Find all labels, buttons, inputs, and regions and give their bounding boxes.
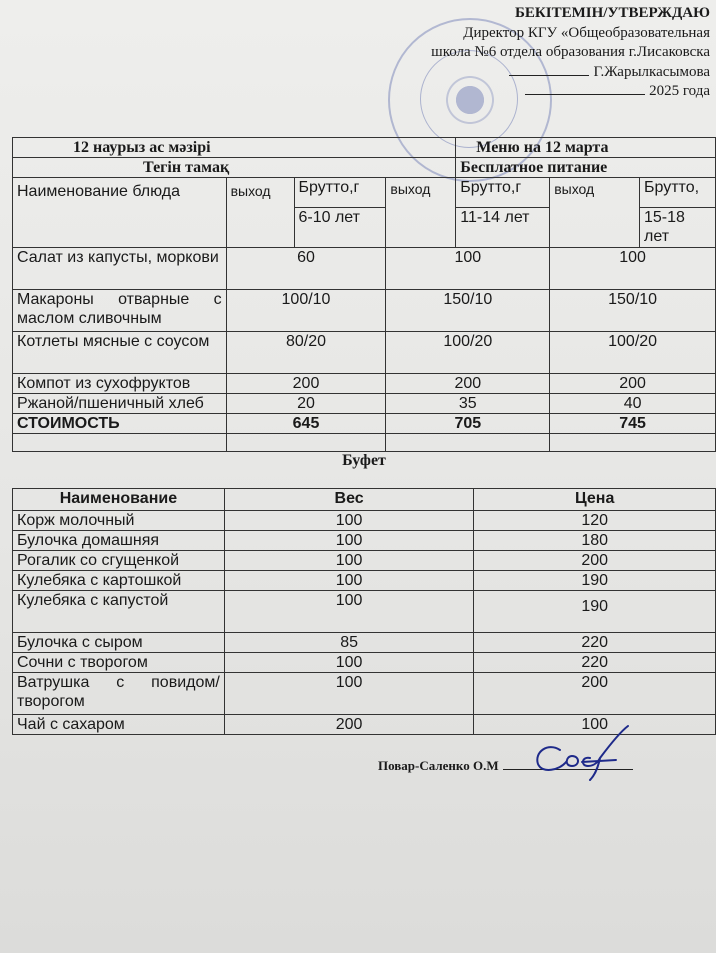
buffet-item-weight: 100	[224, 653, 474, 673]
buffet-item-price: 190	[474, 571, 716, 591]
buffet-item-price: 220	[474, 653, 716, 673]
buffet-item-weight: 100	[224, 673, 474, 715]
age-15-18: 15-18 лет	[640, 208, 716, 248]
dish-value-3: 150/10	[550, 290, 716, 332]
col-buffet-name: Наименование	[13, 489, 225, 511]
dish-name: Ржаной/пшеничный хлеб	[13, 394, 227, 414]
total-row	[13, 414, 716, 434]
dish-value-3: 40	[550, 394, 716, 414]
buffet-item-weight: 100	[224, 531, 474, 551]
buffet-item-price: 120	[474, 511, 716, 531]
buffet-row	[13, 591, 716, 633]
dish-value-2: 150/10	[386, 290, 550, 332]
buffet-table	[12, 488, 716, 735]
buffet-item-weight: 85	[224, 633, 474, 653]
dish-value-1: 200	[226, 374, 386, 394]
total-value-1: 645	[226, 414, 386, 434]
buffet-row	[13, 633, 716, 653]
approval-block	[370, 4, 710, 102]
dish-value-2: 100	[386, 248, 550, 290]
dish-value-3: 100	[550, 248, 716, 290]
age-11-14: 11-14 лет	[456, 208, 550, 248]
buffet-title: Буфет	[342, 452, 386, 469]
menu-subheader-row	[13, 158, 716, 178]
dish-name: Котлеты мясные с соусом	[13, 332, 227, 374]
approval-line-2: школа №6 отдела образования г.Лисаковска	[431, 44, 710, 60]
total-label: СТОИМОСТЬ	[13, 414, 227, 434]
buffet-item-name: Ватрушка с повидом/творогом	[13, 673, 225, 715]
col-out-3: выход	[550, 178, 640, 248]
col-out-1: выход	[226, 178, 294, 248]
col-dish-name: Наименование блюда	[13, 178, 227, 248]
buffet-item-name: Булочка домашняя	[13, 531, 225, 551]
approval-date-line	[370, 82, 710, 102]
col-out-2: выход	[386, 178, 456, 248]
buffet-item-name: Булочка с сыром	[13, 633, 225, 653]
buffet-item-name: Корж молочный	[13, 511, 225, 531]
dish-value-3: 200	[550, 374, 716, 394]
dish-value-1: 100/10	[226, 290, 386, 332]
menu-row	[13, 394, 716, 414]
menu-header-row	[13, 138, 716, 158]
menu-row	[13, 332, 716, 374]
buffet-item-name: Кулебяка с картошкой	[13, 571, 225, 591]
age-6-10: 6-10 лет	[294, 208, 386, 248]
col-brutto-3: Брутто,	[640, 178, 716, 208]
menu-row	[13, 248, 716, 290]
buffet-item-weight: 100	[224, 571, 474, 591]
menu-row	[13, 374, 716, 394]
menu-row	[13, 290, 716, 332]
dish-value-1: 60	[226, 248, 386, 290]
buffet-item-weight: 100	[224, 591, 474, 633]
menu-sub-ru: Бесплатное питание	[456, 158, 716, 178]
buffet-item-name: Кулебяка с капустой	[13, 591, 225, 633]
col-buffet-price: Цена	[474, 489, 716, 511]
dish-name: Компот из сухофруктов	[13, 374, 227, 394]
buffet-row	[13, 571, 716, 591]
dish-value-2: 200	[386, 374, 550, 394]
dish-value-1: 20	[226, 394, 386, 414]
buffet-row	[13, 551, 716, 571]
buffet-item-price: 200	[474, 551, 716, 571]
menu-sub-kz: Тегін тамақ	[13, 158, 456, 178]
empty-row	[13, 434, 716, 452]
approval-title: БЕКІТЕМІН/УТВЕРЖДАЮ	[514, 5, 710, 21]
buffet-item-price: 100	[474, 715, 716, 735]
col-brutto-1: Брутто,г	[294, 178, 386, 208]
dish-value-1: 80/20	[226, 332, 386, 374]
dish-value-3: 100/20	[550, 332, 716, 374]
buffet-item-name: Чай с сахаром	[13, 715, 225, 735]
buffet-item-price: 180	[474, 531, 716, 551]
approval-line-1: Директор КГУ «Общеобразовательная	[463, 24, 710, 41]
menu-columns-row	[13, 178, 716, 208]
dish-name: Салат из капусты, моркови	[13, 248, 227, 290]
buffet-item-weight: 100	[224, 551, 474, 571]
buffet-item-price: 200	[474, 673, 716, 715]
menu-header-kz: 12 наурыз ас мәзірі	[13, 138, 456, 158]
approval-year: 2025 года	[649, 83, 710, 99]
col-buffet-weight: Вес	[224, 489, 474, 511]
handwritten-signature-icon	[520, 722, 640, 782]
buffet-item-name: Рогалик со сгущенкой	[13, 551, 225, 571]
approval-signer: Г.Жарылкасымова	[593, 63, 710, 80]
cook-label: Повар-Саленко О.М	[378, 758, 499, 773]
buffet-item-weight: 100	[224, 511, 474, 531]
buffet-row	[13, 673, 716, 715]
buffet-header-row	[13, 489, 716, 511]
approval-signer-line	[370, 63, 710, 83]
buffet-item-price: 220	[474, 633, 716, 653]
col-brutto-2: Брутто,г	[456, 178, 550, 208]
buffet-item-weight: 200	[224, 715, 474, 735]
menu-header-ru: Меню на 12 марта	[456, 138, 716, 158]
total-value-3: 745	[550, 414, 716, 434]
buffet-row	[13, 531, 716, 551]
total-value-2: 705	[386, 414, 550, 434]
buffet-row	[13, 653, 716, 673]
dish-value-2: 100/20	[386, 332, 550, 374]
buffet-item-name: Сочни с творогом	[13, 653, 225, 673]
dish-name: Макароны отварные с маслом сливочным	[13, 290, 227, 332]
menu-table	[12, 137, 716, 452]
buffet-item-price: 190	[474, 591, 716, 633]
buffet-row	[13, 511, 716, 531]
dish-value-2: 35	[386, 394, 550, 414]
